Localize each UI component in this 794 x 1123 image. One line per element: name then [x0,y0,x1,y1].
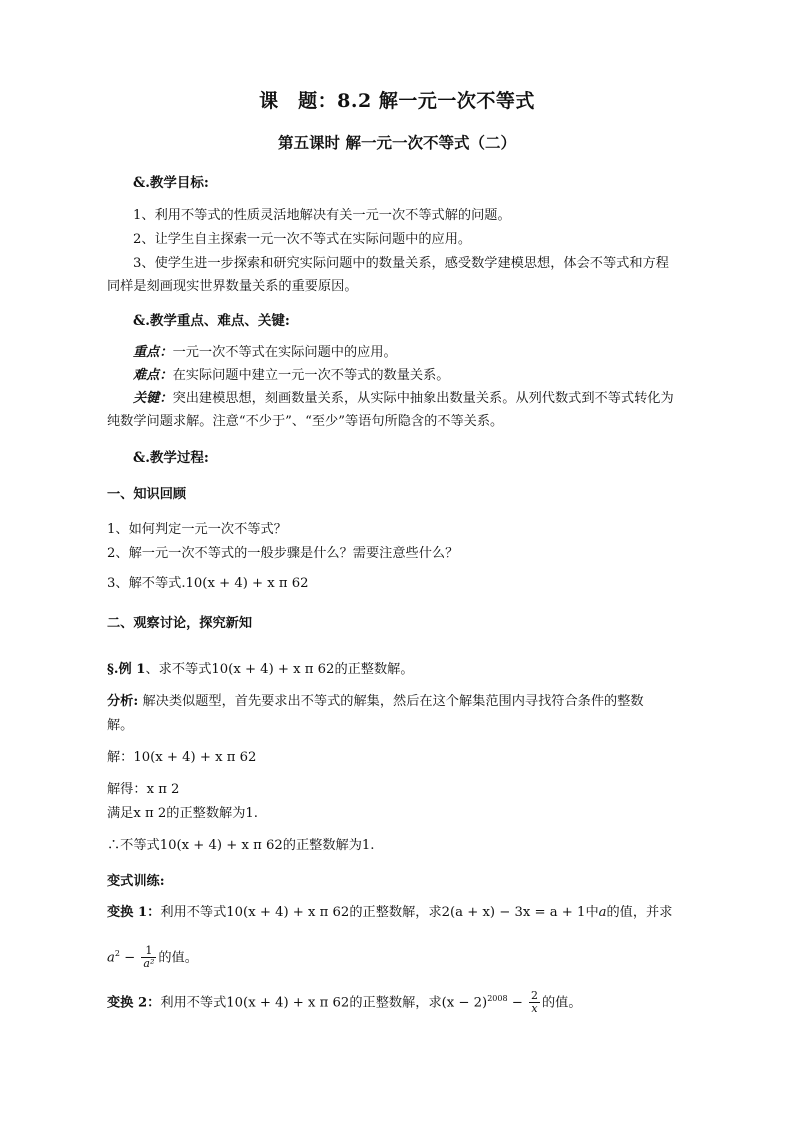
practice-heading: 变式训练: [107,874,165,889]
solve-label: 解： [107,750,134,765]
satisfy-value: 1. [245,806,258,821]
example-1 [107,660,414,680]
page-title: 课 题：8.2 解一元一次不等式 [259,90,535,112]
review-question: 2、解一元一次不等式的一般步骤是什么？需要注意些什么？ [107,546,459,561]
analysis-text-continued: 解。 [107,718,134,733]
inequality-formula: 10(x + 4) + x π 62 [226,905,350,920]
power-base: (x − 2) [441,995,488,1011]
goal-item: 3、使学生进一步探索和研究实际问题中的数量关系，感受数学建模思想，体会不等式和方程 [133,256,669,271]
satisfy-suffix: 的正整数解为 [166,806,246,821]
result-formula: x π 2 [146,782,180,797]
expr-a: a [107,950,115,966]
explore-heading: 二、观察讨论，探究新知 [107,616,253,631]
key-text: 突出建模思想，刻画数量关系，从实际中抽象出数量关系。从列代数式到不等式转化为 [172,391,674,406]
key-text-continued: 纯数学问题求解。注意“不少于”、“至少”等语句所隐含的不等关系。 [107,414,504,429]
inequality-formula: 10(x + 4) + x π 62 [226,995,350,1011]
fraction-numerator: 2 [531,989,538,1003]
variant-1-suffix: 的值，并求 [606,905,673,920]
focus-label: 重点： [133,345,173,360]
difficulty-label: 难点： [133,368,173,383]
goal-item: 1、利用不等式的性质灵活地解决有关一元一次不等式解的问题。 [133,208,511,223]
key-label: 关键： [133,391,173,406]
variant-1-expression-line [107,940,198,972]
fraction [141,945,156,970]
satisfy-prefix: 满足 [107,806,134,821]
variant-2-tail: 的值。 [542,995,582,1011]
expr-minus: − [119,950,140,966]
power-exponent: 2008 [487,994,508,1003]
fraction-denominator: a² [143,957,155,971]
review-heading: 一、知识回顾 [107,487,187,502]
variant-1-prefix: 利用不等式 [160,905,227,920]
therefore-suffix: 的正整数解为 [282,838,362,853]
fraction-denominator: x [531,1002,538,1016]
variant-1 [107,903,672,923]
goal-item: 2、让学生自主探索一元一次不等式在实际问题中的应用。 [133,232,472,247]
satisfy-line [107,804,258,824]
focus-text: 一元一次不等式在实际问题中的应用。 [172,345,397,360]
analysis-text: 解决类似题型，首先要求出不等式的解集，然后在这个解集范围内寻找符合条件的整数 [138,694,644,709]
therefore-line [107,836,375,856]
goals-heading: &.教学目标: [133,175,209,191]
variant-2-label: 变换 2： [107,995,161,1011]
example-suffix: 的正整数解。 [334,662,414,677]
variant-2 [107,985,582,1017]
fraction [529,990,540,1015]
variant-1-label: 变换 1： [107,905,161,920]
fraction-numerator: 1 [141,945,156,958]
difficulty-line [133,366,450,386]
inequality-formula: 10(x + 4) + x π 62 [159,838,283,853]
key-line [133,389,674,409]
solve-line [107,748,256,768]
difficulty-text: 在实际问题中建立一元一次不等式的数量关系。 [172,368,450,383]
inequality-formula: 10(x + 4) + x π 62 [133,750,257,765]
variant-1-mid: 的正整数解，求 [349,905,442,920]
inequality-formula: 10(x + 4) + x π 62 [185,576,309,591]
focus-line [133,343,397,363]
therefore-value: 1. [361,838,375,853]
review-question: 1、如何判定一元一次不等式？ [107,522,287,537]
variant-2-mid: 的正整数解，求 [349,995,442,1011]
therefore-prefix: ∴不等式 [107,838,160,853]
variant-1-tail: 的值。 [158,950,198,966]
equation-formula: 2(a + x) − 3x = a + 1 [441,905,586,920]
result-label: 解得： [107,782,147,797]
variable-a: a [598,905,607,920]
example-prefix: 、求不等式 [145,662,212,677]
result-line [107,780,179,800]
variant-1-mid2: 中 [585,905,599,920]
key-points-heading: &.教学重点、难点、关键: [133,313,290,329]
example-label: §.例 1 [107,662,146,677]
inequality-formula: 10(x + 4) + x π 62 [211,662,335,677]
review-question [107,574,309,594]
satisfy-formula: x π 2 [133,806,167,821]
review-q3-prefix: 3、解不等式. [107,576,186,591]
analysis-label: 分析: [107,694,139,709]
expr-minus: − [507,995,527,1011]
process-heading: &.教学过程: [133,450,209,466]
variant-2-prefix: 利用不等式 [160,995,227,1011]
page-subtitle: 第五课时 解一元一次不等式（二） [278,133,516,152]
goal-item-continued: 同样是刻画现实世界数量关系的重要原因。 [107,279,358,294]
analysis-line [107,692,644,712]
expr-exponent: 2 [114,949,120,958]
